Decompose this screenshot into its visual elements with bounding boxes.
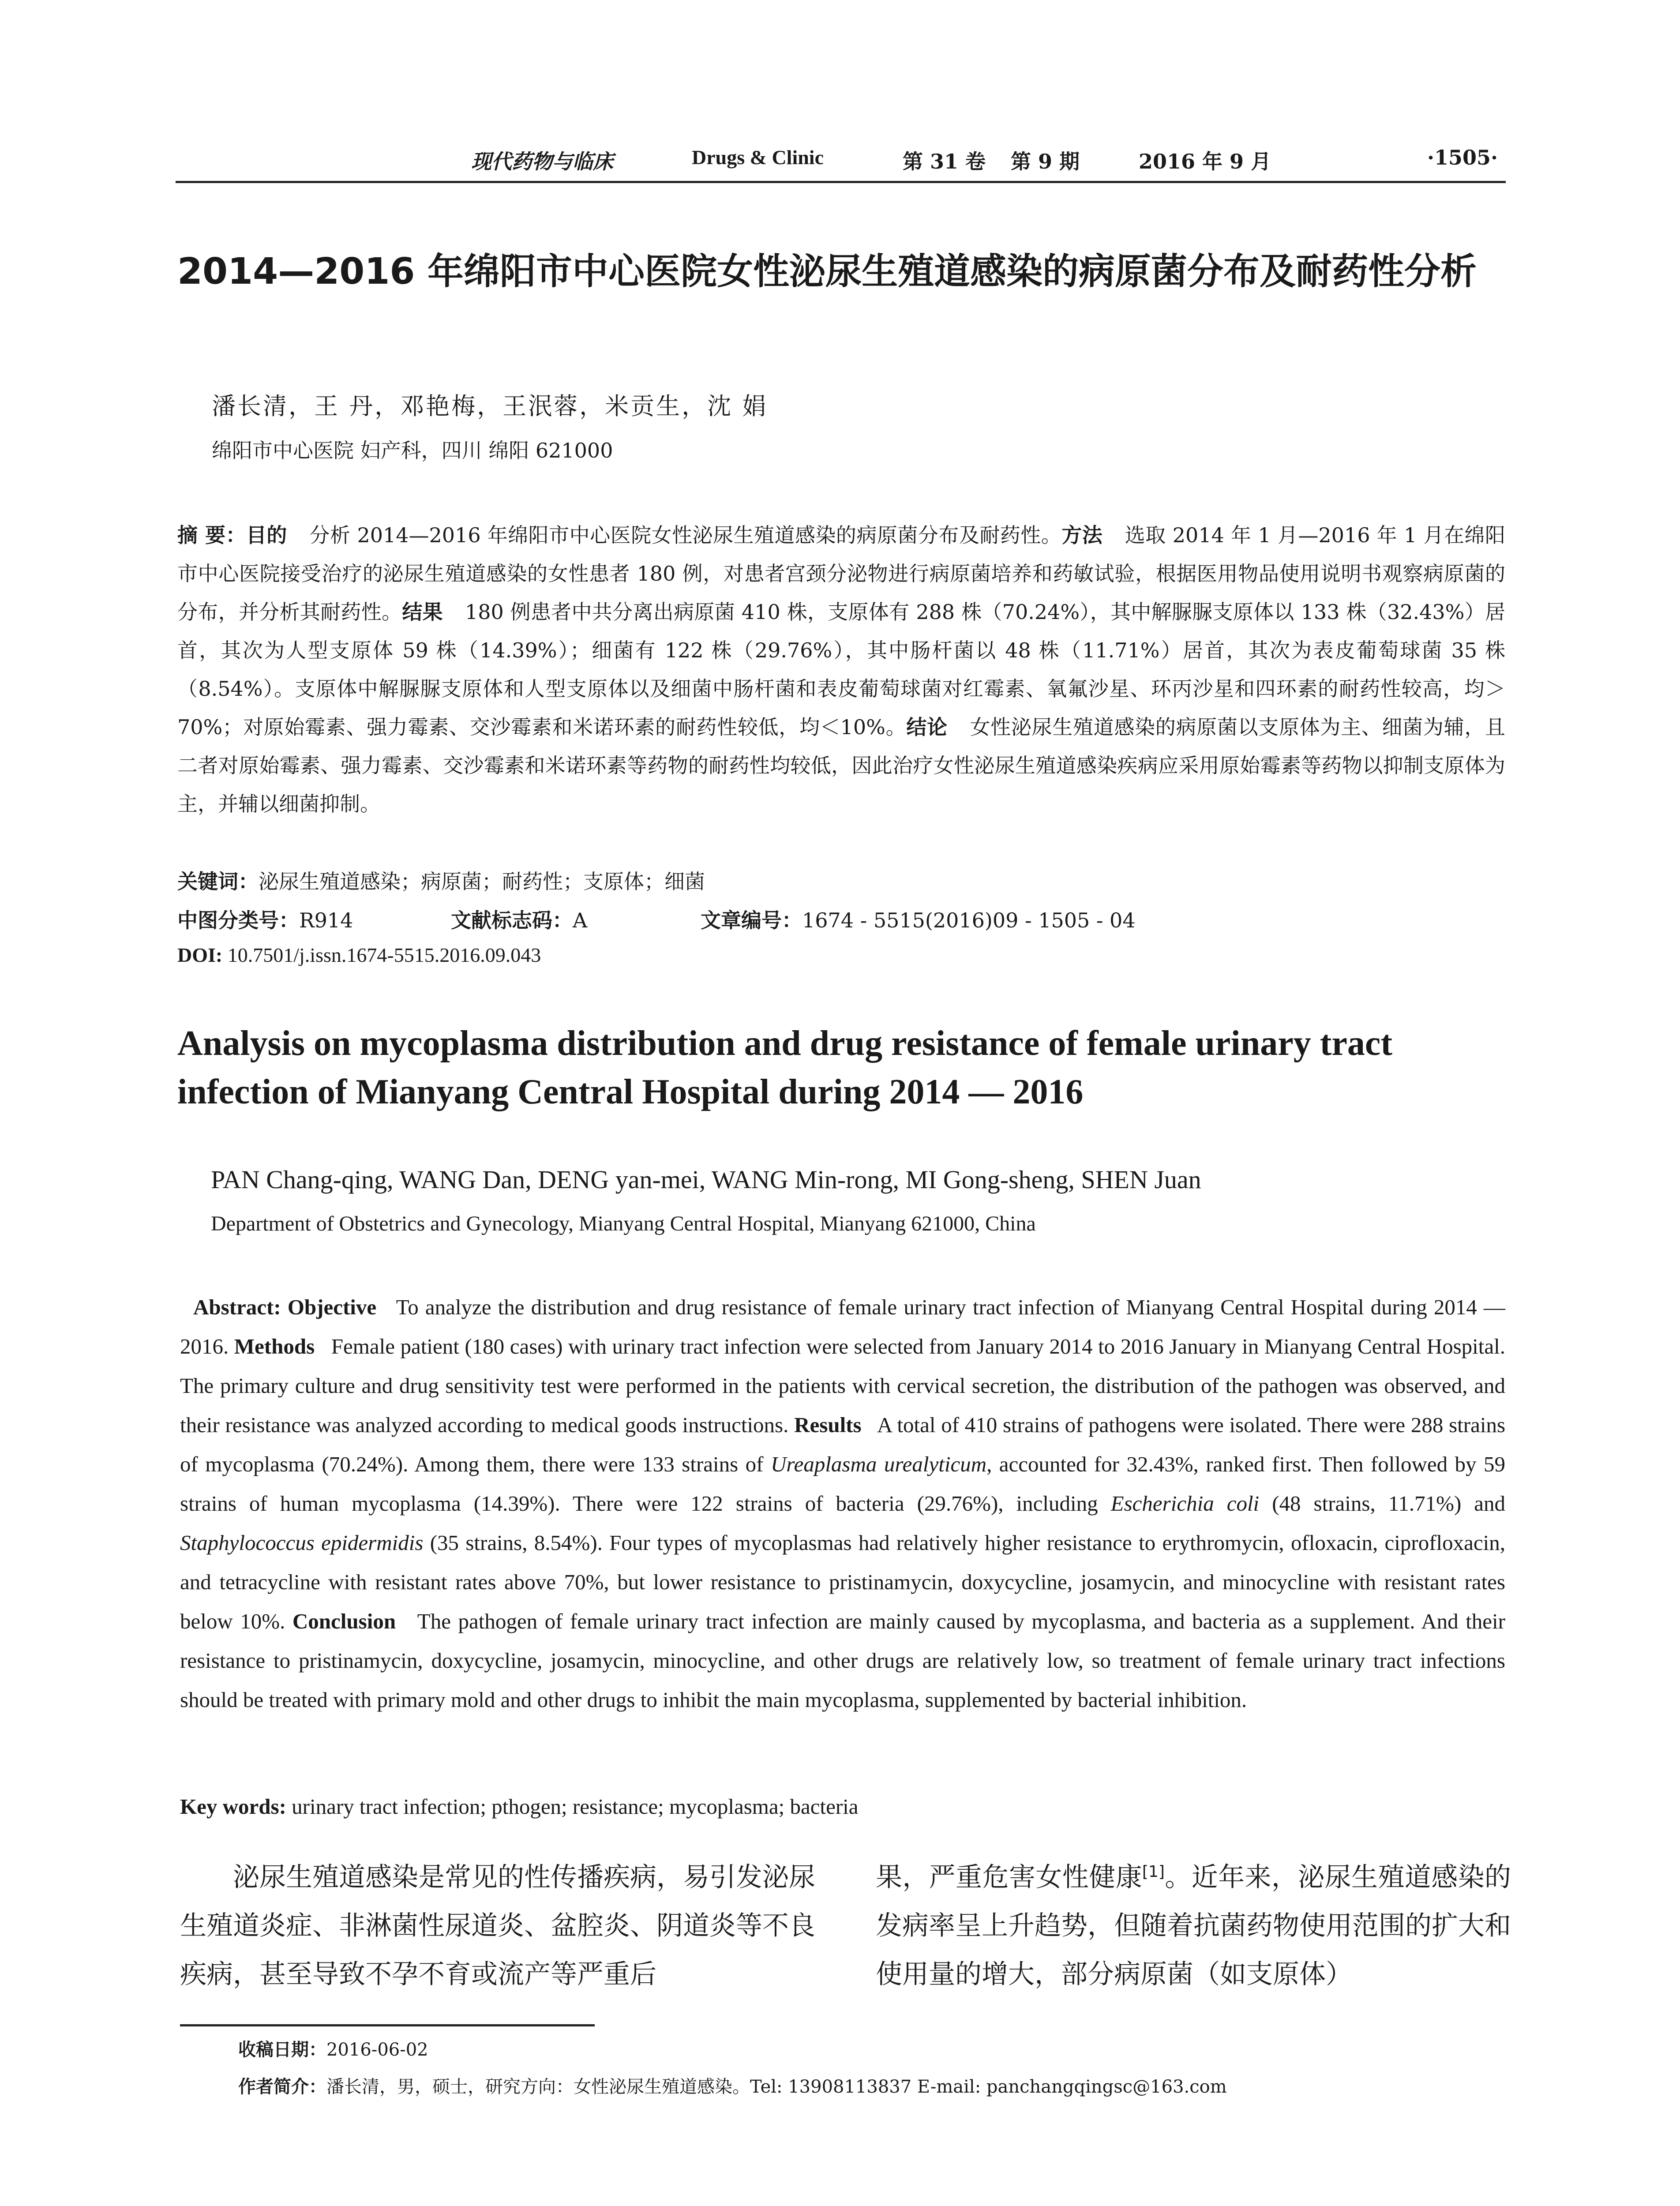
author-bio-value: 潘长清，男，硕士，研究方向：女性泌尿生殖道感染。Tel: 13908113837 E-mail: panchangqingsc@163.com: [326, 2077, 1227, 2097]
abstract-label-en: Abstract:: [193, 1295, 281, 1319]
conclusion-label-cn: 结论: [906, 715, 948, 739]
objective-label-en: Objective: [287, 1295, 377, 1319]
abstract-en: [180, 1287, 1505, 1719]
affiliation-cn: 绵阳市中心医院 妇产科，四川 绵阳 621000: [212, 439, 613, 462]
citation-ref[interactable]: [1]: [1142, 1863, 1165, 1881]
body-column-right: [876, 1853, 1511, 1999]
abstract-label-cn: 摘 要：: [177, 523, 246, 547]
affiliation-en: Department of Obstetrics and Gynecology, Mianyang Central Hospital, Mianyang 621000, China: [211, 1212, 1036, 1235]
received-label: 收稿日期：: [238, 2040, 326, 2060]
article-title-en: Analysis on mycoplasma distribution and drug resistance of female urinary tract infection of Mianyang Central Hospital during 2014 — 2016: [177, 1024, 1393, 1111]
species-name: Staphylococcus epidermidis: [180, 1531, 424, 1555]
page-number: ·1505·: [1427, 146, 1498, 169]
author-list-en: PAN Chang-qing, WANG Dan, DENG yan-mei, WANG Min-rong, MI Gong-sheng, SHEN Juan: [211, 1165, 1201, 1194]
author-bio-label: 作者简介：: [238, 2077, 326, 2097]
conclusion-text-cn: 女性泌尿生殖道感染的病原菌以支原体为主、细菌为辅，且二者对原始霉素、强力霉素、交沙霉素和米诺环素等药物的耐药性均较低，因此治疗女性泌尿生殖道感染疾病应采用原始霉素等药物以抑制支原体为主，并辅以细菌抑制。: [177, 715, 1506, 816]
keywords-cn: [177, 866, 705, 895]
doc-code-value: A: [573, 908, 588, 932]
clc-value: R914: [299, 908, 353, 932]
doc-code-field: [451, 904, 587, 934]
article-number-field: [701, 904, 1136, 934]
author-list-cn: 潘长清，王 丹，邓艳梅，王泯蓉，米贡生，沈 娟: [212, 392, 768, 420]
doi-label: DOI:: [177, 944, 223, 966]
body-paragraph: 泌尿生殖道感染是常见的性传播疾病，易引发泌尿生殖道炎症、非淋菌性尿道炎、盆腔炎、阴道炎等不良疾病，甚至导致不孕不育或流产等严重后: [180, 1862, 815, 1990]
article-number-value: 1674 - 5515(2016)09 - 1505 - 04: [802, 908, 1136, 932]
clc-field: [177, 904, 353, 934]
doi-value[interactable]: 10.7501/j.issn.1674-5515.2016.09.043: [227, 944, 541, 966]
running-header: [176, 140, 1506, 183]
keywords-value-en: urinary tract infection; pthogen; resistance; mycoplasma; bacteria: [292, 1794, 859, 1819]
results-text-en-2: , accounted for 32.43%, ranked first. Then followed by 59 strains of human mycoplasma (14.39%). There were 122 strains of bacteria (29.76%), including: [180, 1452, 1505, 1516]
results-text-en-1: A total of 410 strains of pathogens were isolated. There were 288 strains of mycoplasma (70.24%). Among them, there were 133 strains of: [180, 1413, 1506, 1476]
keywords-label-en: Key words:: [180, 1794, 286, 1819]
body-paragraph-cont: 。近年来，泌尿生殖道感染的发病率呈上升趋势，但随着抗菌药物使用范围的扩大和使用量的增大，部分病原菌（如支原体）: [876, 1862, 1511, 1990]
received-date-note: [238, 2036, 428, 2061]
doi-row: [177, 943, 541, 967]
objective-label-cn: 目的: [246, 523, 287, 547]
body-paragraph: 果，严重危害女性健康: [876, 1862, 1142, 1893]
body-column-left: [180, 1853, 815, 1999]
article-title-cn: 2014—2016 年绵阳市中心医院女性泌尿生殖道感染的病原菌分布及耐药性分析: [177, 251, 1477, 293]
keywords-en: [180, 1794, 859, 1819]
results-text-cn: 180 例患者中共分离出病原菌 410 株，支原体有 288 株（70.24%），其中解脲脲支原体以 133 株（32.43%）居首，其次为人型支原体 59 株（14.39%）；细菌有 122 株（29.76%），其中肠杆菌以 48 株（11.71%）居首，其次为表皮葡萄球菌 35 株（8.54%）。支原体中解脲脲支原体和人型支原体以及细菌中肠杆菌和表皮葡萄球菌对红霉素、氧氟沙星、环丙沙星和四环素的耐药性较高，均＞70%；对原始霉素、强力霉素、交沙霉素和米诺环素的耐药性较低，均＜10%。: [177, 600, 1505, 739]
species-name: Escherichia coli: [1110, 1491, 1260, 1516]
author-bio-note: [238, 2073, 1227, 2098]
journal-name-cn: 现代药物与临床: [471, 150, 613, 173]
footnote-divider: [180, 2024, 595, 2026]
doc-code-label: 文献标志码：: [451, 908, 573, 932]
methods-label-en: Methods: [234, 1334, 315, 1358]
keywords-value-cn: 泌尿生殖道感染；病原菌；耐药性；支原体；细菌: [259, 870, 705, 893]
objective-text-cn: 分析 2014—2016 年绵阳市中心医院女性泌尿生殖道感染的病原菌分布及耐药性。: [309, 523, 1062, 547]
results-label-cn: 结果: [402, 600, 443, 624]
clc-label: 中图分类号：: [177, 908, 299, 932]
journal-name-en: Drugs & Clinic: [692, 146, 824, 169]
results-label-en: Results: [794, 1413, 862, 1437]
received-value: 2016-06-02: [326, 2040, 428, 2060]
conclusion-text-en: The pathogen of female urinary tract infection are mainly caused by mycoplasma, and bacteria as a supplement. And their resistance to pristinamycin, doxycycline, josamycin, minocycline, and other drugs are relatively low, so treatment of female urinary tract infections should be treated with primary mold and other drugs to inhibit the main mycoplasma, supplemented by bacterial inhibition.: [180, 1609, 1505, 1712]
methods-text-en: Female patient (180 cases) with urinary tract infection were selected from January 2014 to 2016 January in Mianyang Central Hospital. The primary culture and drug sensitivity test were performed in the patients with cervical secretion, the distribution of the pathogen was observed, and their resistance was analyzed according to medical goods instructions.: [180, 1334, 1506, 1437]
results-text-en-4: (35 strains, 8.54%). Four types of mycoplasmas had relatively higher resistance to erythromycin, ofloxacin, ciprofloxacin, and tetracycline with resistant rates above 70%, but lower resistance to pristinamycin, doxycycline, josamycin, and minocycline with resistant rates below 10%.: [180, 1531, 1506, 1633]
methods-label-cn: 方法: [1061, 523, 1103, 547]
species-name: Ureaplasma urealyticum: [770, 1452, 987, 1476]
volume-number: 第 31 卷: [903, 150, 986, 173]
conclusion-label-en: Conclusion: [292, 1609, 396, 1633]
keywords-label-cn: 关键词：: [177, 870, 259, 893]
results-text-en-3: (48 strains, 11.71%) and: [1272, 1491, 1506, 1516]
abstract-cn: [177, 516, 1505, 823]
issue-number: 第 9 期: [1011, 150, 1080, 173]
methods-text-cn: 选取 2014 年 1 月—2016 年 1 月在绵阳市中心医院接受治疗的泌尿生殖道感染的女性患者 180 例，对患者宫颈分泌物进行病原菌培养和药敏试验，根据医用物品使用说明书观察病原菌的分布，并分析其耐药性。: [177, 523, 1505, 624]
issue-date: 2016 年 9 月: [1139, 150, 1271, 173]
objective-text-en: To analyze the distribution and drug resistance of female urinary tract infection of Mianyang Central Hospital during 2014 — 2016.: [180, 1295, 1506, 1358]
article-number-label: 文章编号：: [701, 908, 802, 932]
